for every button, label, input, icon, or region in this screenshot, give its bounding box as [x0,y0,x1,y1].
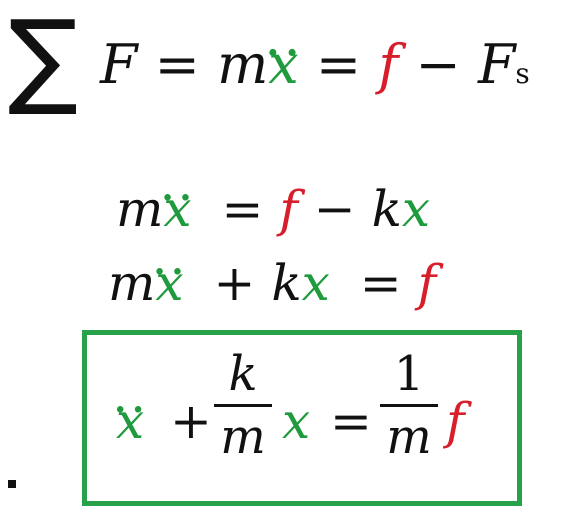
spring-force-subscript: s [515,57,530,90]
fraction-numerator: k [228,346,258,402]
summation-symbol: ∑ [8,0,79,119]
displacement-symbol: x [301,254,330,312]
plus-sign: + [213,254,256,312]
fraction-denominator: m [386,409,432,465]
equals-sign: = [154,33,200,96]
spring-force-symbol: F [477,33,516,96]
acceleration-symbol: .. x [268,38,298,92]
acceleration-symbol: .. x [163,184,191,234]
applied-force-symbol: f [378,33,399,96]
fraction-k-over-m [214,346,272,465]
boxed-equals-sign: = [330,392,372,450]
boxed-plus-sign: + [170,392,212,450]
equals-sign: = [221,180,264,238]
mass-symbol: m [108,254,156,312]
force-symbol: F [100,33,138,96]
fraction-denominator: m [220,409,266,465]
equation-line-1 [100,33,530,96]
spring-constant-symbol: k [271,254,302,312]
minus-sign: − [415,33,461,96]
equals-sign: = [315,33,362,96]
fraction-numerator: 1 [393,346,425,402]
acceleration-symbol: .. x [116,396,144,446]
mass-symbol: m [116,180,164,238]
boxed-applied-force-term [446,392,465,450]
applied-force-symbol: f [279,180,298,238]
mass-symbol: m [217,33,269,96]
bullet-dot [8,480,16,488]
displacement-symbol: x [401,180,431,238]
applied-force-symbol: f [417,254,437,312]
acceleration-symbol: .. x [155,258,183,308]
equation-line-2 [116,180,431,238]
applied-force-symbol: f [446,392,465,450]
fraction-bar [380,404,438,407]
fraction-1-over-m [380,346,438,465]
equation-line-3 [108,254,437,312]
equals-sign: = [359,254,402,312]
spring-constant-symbol: k [371,180,402,238]
minus-sign: − [313,180,356,238]
boxed-displacement-term [282,392,311,450]
fraction-bar [214,404,272,407]
boxed-acceleration-term [116,392,145,450]
displacement-symbol: x [282,392,311,450]
